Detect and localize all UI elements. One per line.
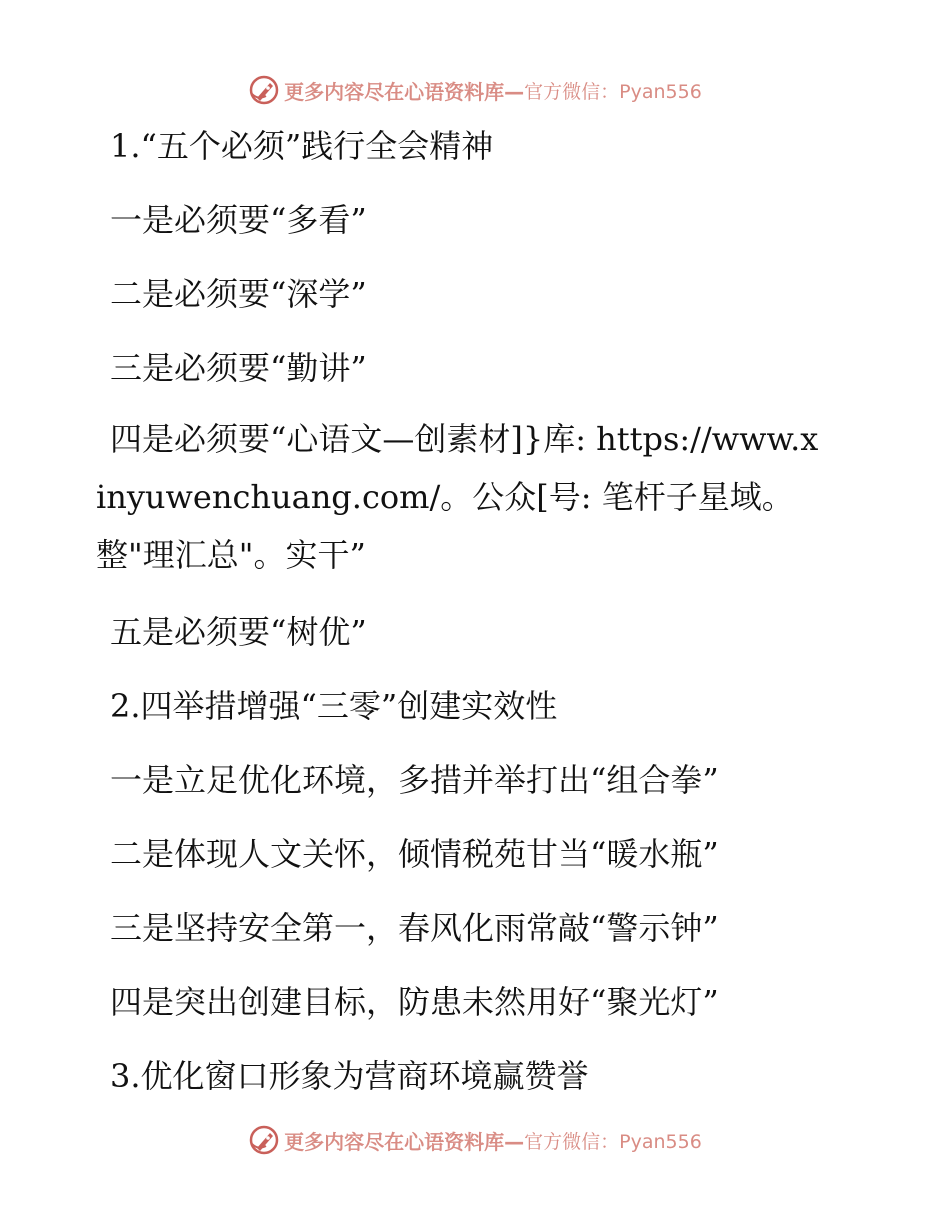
watermark-slogan: 更多内容尽在心语资料库— [284,79,525,104]
pen-nib-logo-icon [248,1124,280,1156]
section-heading-1: 1.“五个必须”践行全会精神 [110,127,494,165]
watermark-contact: 官方微信：Pyan556 [524,80,702,103]
header-watermark [0,70,950,110]
list-item-wrapped: 四是必须要“心语文—创素材]}库: https://www.xinyuwenchuang.com/。公众[号: 笔杆子星域。整"理汇总"。实干” [96,420,819,574]
list-item: 五是必须要“树优” [110,613,367,651]
list-item: 二是必须要“深学” [110,275,367,313]
footer-watermark [0,1120,950,1160]
pen-nib-logo-icon [248,74,280,106]
section-heading-2: 2.四举措增强“三零”创建实效性 [110,687,558,725]
watermark-slogan: 更多内容尽在心语资料库— [284,1129,525,1154]
list-item: 一是立足优化环境，多措并举打出“组合拳” [110,761,719,799]
list-item: 三是坚持安全第一，春风化雨常敲“警示钟” [110,909,719,947]
watermark-contact: 官方微信：Pyan556 [524,1130,702,1153]
list-item: 四是突出创建目标，防患未然用好“聚光灯” [110,983,719,1021]
list-item: 一是必须要“多看” [110,201,367,239]
list-item: 三是必须要“勤讲” [110,349,367,387]
list-item: 二是体现人文关怀，倾情税苑甘当“暖水瓶” [110,835,719,873]
section-heading-3: 3.优化窗口形象为营商环境赢赞誉 [110,1057,589,1095]
